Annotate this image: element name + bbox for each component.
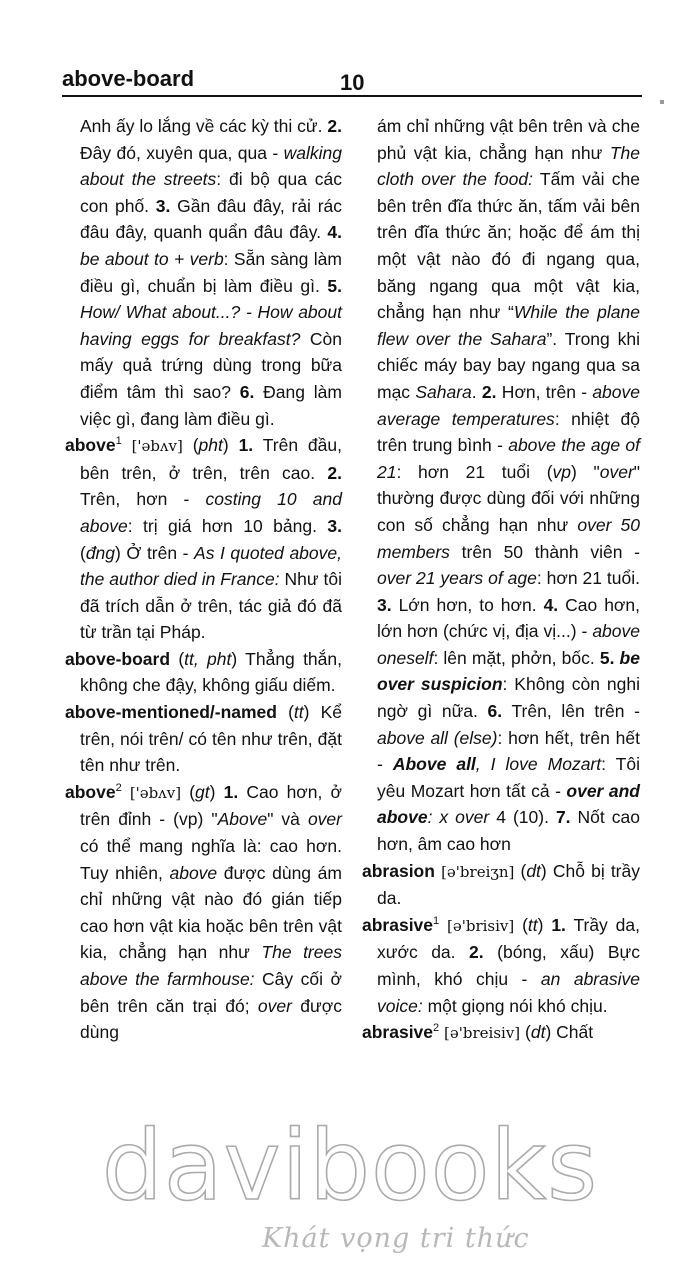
right-column <box>362 113 640 1047</box>
italic-text: above all (else) <box>377 727 498 748</box>
sense-number: 3. <box>327 515 342 536</box>
entry-text: ( <box>514 914 528 935</box>
italic-text: above the age of 21 <box>377 435 640 482</box>
italic-text: costing 10 and above <box>80 489 342 536</box>
bold-italic-text: Above all <box>392 754 476 775</box>
entry-text: ) Chỗ bị trầy da. <box>377 860 640 909</box>
entry-text: Cao hơn, ở trên đỉnh - (vp) " <box>80 781 342 830</box>
entry-text: ) Kể trên, nói trên/ có tên như trên, đặt tên như trên. <box>80 702 342 776</box>
entry-text: Còn mấy quả trứng dùng trong bữa điểm tâm thì sao? <box>80 328 342 402</box>
entry-text: Đang làm việc gì, đang làm điều gì. <box>80 381 342 429</box>
pronunciation: ['əbʌv] <box>129 783 182 802</box>
entry-text: Trên đầu, bên trên, ở trên, trên cao. <box>80 435 342 483</box>
watermark <box>0 1110 700 1254</box>
entry-text: có thể mang nghĩa là: cao hơn. Tuy nhiên, <box>80 836 342 883</box>
sense-number: 2. <box>481 381 497 402</box>
entry-text <box>439 915 447 935</box>
watermark-tagline: Khát vọng tri thức <box>262 1223 530 1254</box>
sense-number: 6. <box>239 381 255 402</box>
sense-number: 1. <box>238 435 254 456</box>
italic-text: tt <box>527 914 538 935</box>
sense-number: 1. <box>223 781 239 802</box>
entry-text: ( <box>181 781 196 802</box>
sense-number: 5. <box>599 647 615 668</box>
guide-word: above-board <box>62 66 195 91</box>
dictionary-entry <box>362 1019 640 1047</box>
entry-text <box>122 782 130 802</box>
italic-text: vp <box>552 461 572 482</box>
scan-speck <box>660 100 664 104</box>
entry-text: : hơn 21 tuổi. <box>536 568 640 589</box>
entry-text: : Tôi yêu Mozart hơn tất cả - <box>377 754 640 801</box>
italic-text: over 21 years of age <box>377 568 537 589</box>
entry-text: ) <box>537 914 552 935</box>
entry-text: Trên, lên trên - <box>502 701 640 722</box>
entry-text: : Sẵn sàng làm điều gì, chuẩn bị làm điều gì. <box>80 248 342 296</box>
pronunciation: ['əbʌv] <box>131 437 183 456</box>
italic-text: How/ What about...? - How about having eggs for breakfast? <box>80 302 342 349</box>
italic-text: tt, pht <box>184 648 232 669</box>
italic-text: above <box>169 862 218 883</box>
italic-text: Sahara <box>415 381 472 402</box>
entry-text: Anh ấy lo lắng về các kỳ thi cử. <box>80 116 328 136</box>
entry-text: ) " <box>571 461 600 482</box>
entry-text: Như tôi đã trích dẫn ở trên, tác giả đó đã từ trần tại Pháp. <box>80 569 342 643</box>
italic-text: While the plane flew over the Sahara <box>377 302 640 349</box>
entry-text: ( <box>514 860 527 881</box>
headword: above <box>65 435 116 456</box>
entry-text: ( <box>182 435 199 456</box>
headword: above <box>65 781 116 802</box>
italic-text: walking about the streets <box>80 142 342 190</box>
sense-number: 5. <box>327 275 342 296</box>
entry-continuation <box>65 113 342 432</box>
italic-text: Above <box>217 809 268 830</box>
dictionary-entry <box>362 858 640 912</box>
entry-text: : trị giá hơn 10 bảng. <box>127 515 328 536</box>
dictionary-entry <box>65 646 342 699</box>
entry-text: " và <box>267 809 308 830</box>
italic-text: an abrasive voice: <box>377 969 640 1016</box>
headword: abrasive <box>362 1022 434 1043</box>
italic-text: pht <box>198 435 223 456</box>
entry-text: một giọng nói khó chịu. <box>422 995 608 1016</box>
italic-text: over <box>307 809 342 830</box>
entry-text: Cây cối ở bên trên căn trại đó; <box>80 969 342 1016</box>
entry-text: : lên mặt, phởn, bốc. <box>433 647 600 668</box>
entry-text: ( <box>80 542 86 563</box>
italic-text: , I love Mozart <box>475 754 602 775</box>
entry-text: trên 50 thành viên - <box>449 541 640 562</box>
homograph-number: 1 <box>433 914 440 927</box>
entry-text: ( <box>276 702 294 723</box>
entry-text: ám chỉ những vật bên trên và che phủ vật kia, chẳng hạn như <box>377 116 640 163</box>
entry-text: ) Ở trên - <box>115 542 195 563</box>
entry-text: ) Thẳng thắn, không che đậy, không giấu diếm. <box>80 648 342 696</box>
dictionary-entry <box>65 779 342 1046</box>
sense-number: 2. <box>327 462 342 483</box>
entry-text: ( <box>520 1022 531 1043</box>
entry-text: 4 (10). <box>489 807 556 828</box>
entry-text <box>122 435 132 455</box>
sense-number: 4. <box>543 594 559 615</box>
watermark-logo: davibooks <box>101 1110 599 1222</box>
entry-text: : Không còn nghi ngờ gì nữa. <box>377 674 640 722</box>
homograph-number: 2 <box>433 1022 440 1035</box>
dictionary-entry <box>362 912 640 1019</box>
sense-number: 7. <box>555 807 571 828</box>
italic-text: tt <box>293 702 304 723</box>
sense-number: 3. <box>155 195 171 216</box>
entry-continuation <box>362 113 640 858</box>
sense-number: 2. <box>469 942 484 963</box>
dictionary-entry <box>65 699 342 779</box>
italic-text: above average temperatures <box>377 381 640 429</box>
headword: above-mentioned/-named <box>65 702 277 723</box>
italic-text: dt <box>526 860 541 881</box>
entry-text: được dùng ám chỉ những vật nào đó gián tiếp cao hơn vật kia hoặc bên trên vật kia, chẳng hạn như <box>80 862 342 963</box>
italic-text: The trees above the farmhouse: <box>80 942 342 989</box>
entry-text: ) <box>222 435 239 456</box>
entry-text: . <box>471 381 482 402</box>
entry-text: Tấm vải che bên trên đĩa thức ăn, tấm vải bên trên đĩa thức ăn; hoặc để ám thị một vật nào đó đi ngang qua, băng ngang qua một vật kia, chẳng hạn như “ <box>377 169 640 323</box>
page-number: 10 <box>340 70 365 95</box>
italic-text: As I quoted above, the author died in France: <box>80 542 342 590</box>
pronunciation: [ə'brisiv] <box>447 916 515 935</box>
page-header <box>62 66 642 96</box>
entry-text: : hơn hết, trên hết - <box>377 727 640 775</box>
italic-text: over 50 members <box>377 514 640 562</box>
sense-number: 3. <box>377 594 392 615</box>
entry-text: ”. Trong khi chiếc máy bay bay ngang qua sa mạc <box>377 328 640 402</box>
entry-text: ) Chất <box>545 1022 594 1043</box>
entry-text: " thường được dùng đối với những con số chẳng hạn như <box>377 461 641 535</box>
dictionary-entry <box>65 432 342 646</box>
italic-text: above oneself <box>377 621 640 668</box>
bold-italic-text: be over suspicion <box>377 647 640 695</box>
entry-text: Nốt cao hơn, âm cao hơn <box>377 807 640 855</box>
left-column <box>65 113 342 1046</box>
italic-text: over <box>599 461 634 482</box>
italic-text: đng <box>85 542 116 563</box>
italic-text: be about to + verb <box>80 248 224 269</box>
sense-number: 1. <box>551 914 566 935</box>
italic-text: over <box>257 995 292 1016</box>
homograph-number: 2 <box>115 782 122 795</box>
entry-text: Lớn hơn, to hơn. <box>391 594 544 615</box>
entry-text: : đi bộ qua các con phố. <box>80 169 342 216</box>
sense-number: 4. <box>327 222 342 243</box>
entry-text: Hơn, trên - <box>496 381 593 402</box>
italic-text: : x over <box>427 807 490 828</box>
entry-text: Trầy da, xước da. <box>377 914 640 963</box>
italic-text: gt <box>195 781 210 802</box>
entry-text: Đây đó, xuyên qua, qua - <box>80 142 284 163</box>
entry-text: Gần đâu đây, rải rác đâu đây, quanh quẩn đâu đây. <box>80 195 343 243</box>
entry-text: (bóng, xấu) Bực mình, khó chịu - <box>377 942 640 989</box>
pronunciation: [ə'breisiv] <box>444 1024 521 1043</box>
entry-text: Trên, hơn - <box>80 489 206 510</box>
homograph-number: 1 <box>115 435 122 448</box>
sense-number: 2. <box>327 116 342 136</box>
entry-text: : nhiệt độ trên trung bình - <box>377 408 640 456</box>
entry-text: ) <box>209 781 224 802</box>
bold-italic-text: over and above <box>377 780 640 828</box>
pronunciation: [ə'breiʒn] <box>441 862 515 881</box>
headword: abrasive <box>362 914 434 935</box>
sense-number: 6. <box>487 701 503 722</box>
headword: abrasion <box>362 860 435 881</box>
italic-text: The cloth over the food: <box>377 142 640 190</box>
entry-text: : hơn 21 tuổi ( <box>396 461 553 482</box>
italic-text: dt <box>530 1022 546 1043</box>
entry-text: ( <box>170 648 185 669</box>
header-rule <box>62 95 642 97</box>
entry-text: Cao hơn, lớn hơn (chức vị, địa vị...) - <box>377 594 640 642</box>
entry-text: được dùng <box>80 995 342 1043</box>
headword: above-board <box>65 648 171 669</box>
